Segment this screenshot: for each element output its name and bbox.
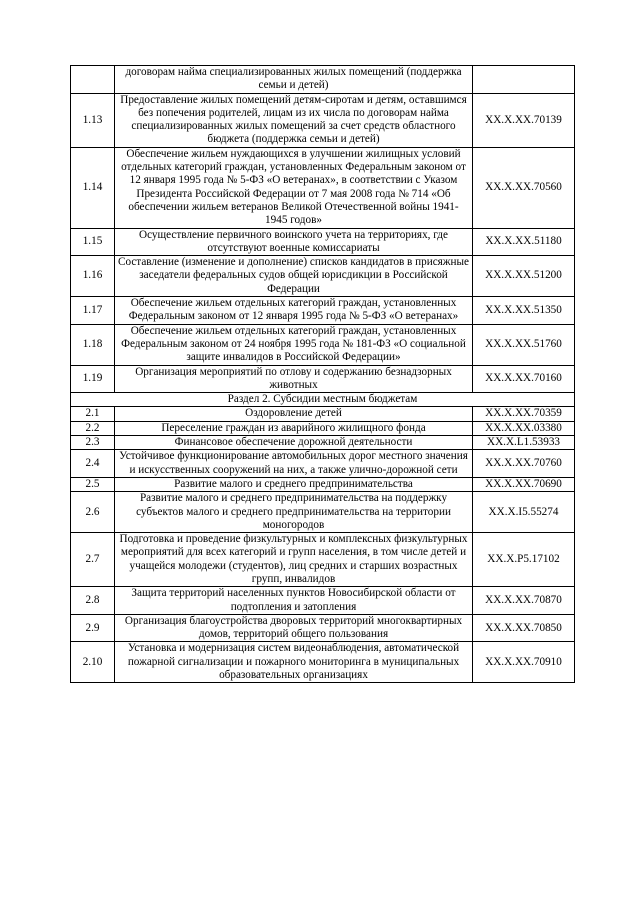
row-code: XX.X.XX.70690	[473, 477, 575, 491]
row-code: XX.X.I5.55274	[473, 492, 575, 533]
row-name: Организация благоустройства дворовых территорий многоквартирных домов, территорий общего пользования	[115, 614, 473, 642]
row-code: XX.X.XX.03380	[473, 421, 575, 435]
row-number: 2.9	[71, 614, 115, 642]
row-number: 1.14	[71, 147, 115, 228]
row-name: Устойчивое функционирование автомобильных дорог местного значения и искусственных сооружений на них, а также улично-дорожной сети	[115, 450, 473, 478]
row-code: XX.X.XX.70160	[473, 365, 575, 393]
row-number: 2.7	[71, 533, 115, 587]
row-name: Обеспечение жильем отдельных категорий граждан, установленных Федеральным законом от 12 января 1995 года № 5-ФЗ «О ветеранах»	[115, 297, 473, 325]
table-row	[71, 614, 575, 642]
table-row	[71, 450, 575, 478]
row-name: Развитие малого и среднего предпринимательства	[115, 477, 473, 491]
row-name: Обеспечение жильем нуждающихся в улучшении жилищных условий отдельных категорий граждан, установленных Федеральным законом от 12 января 1995 года № 5-ФЗ «О ветеранах», в соответствии с Указом Президента Российской Федерации от 7 мая 2008 года № 714 «Об обеспечении жильем ветеранов Великой Отечественной войны 1941-1945 годов»	[115, 147, 473, 228]
row-number: 2.1	[71, 407, 115, 421]
table-row	[71, 256, 575, 297]
row-name: Подготовка и проведение физкультурных и комплексных физкультурных мероприятий для всех категорий и групп населения, в том числе детей и учащейся молодежи (студентов), лиц средних и старших возрастных групп, инвалидов	[115, 533, 473, 587]
row-code: XX.X.XX.70870	[473, 587, 575, 615]
table-row	[71, 642, 575, 683]
table-row	[71, 147, 575, 228]
row-code: XX.X.P5.17102	[473, 533, 575, 587]
row-name: Составление (изменение и дополнение) списков кандидатов в присяжные заседатели федеральных судов общей юрисдикции в Российской Федерации	[115, 256, 473, 297]
table-row	[71, 228, 575, 256]
row-name: Развитие малого и среднего предпринимательства на поддержку субъектов малого и среднего предпринимательства на территории моногородов	[115, 492, 473, 533]
row-number: 1.17	[71, 297, 115, 325]
row-code: XX.X.XX.51180	[473, 228, 575, 256]
row-code: XX.X.L1.53933	[473, 436, 575, 450]
row-number	[71, 66, 115, 94]
table-row	[71, 297, 575, 325]
row-number: 2.6	[71, 492, 115, 533]
row-number: 1.15	[71, 228, 115, 256]
row-number: 2.2	[71, 421, 115, 435]
row-code	[473, 66, 575, 94]
section-row	[71, 393, 575, 407]
row-name: Осуществление первичного воинского учета на территориях, где отсутствуют военные комиссариаты	[115, 228, 473, 256]
row-name: Защита территорий населенных пунктов Новосибирской области от подтопления и затопления	[115, 587, 473, 615]
table-row	[71, 324, 575, 365]
table-row	[71, 93, 575, 147]
row-code: XX.X.XX.70850	[473, 614, 575, 642]
table-row	[71, 587, 575, 615]
table-row	[71, 533, 575, 587]
row-number: 2.5	[71, 477, 115, 491]
row-number: 2.10	[71, 642, 115, 683]
row-number: 1.16	[71, 256, 115, 297]
table-row	[71, 436, 575, 450]
row-code: XX.X.XX.70139	[473, 93, 575, 147]
row-code: XX.X.XX.70760	[473, 450, 575, 478]
row-name: Оздоровление детей	[115, 407, 473, 421]
row-number: 1.18	[71, 324, 115, 365]
table-row	[71, 492, 575, 533]
row-name: Обеспечение жильем отдельных категорий граждан, установленных Федеральным законом от 24 ноября 1995 года № 181-ФЗ «О социальной защите инвалидов в Российской Федерации»	[115, 324, 473, 365]
row-code: XX.X.XX.70910	[473, 642, 575, 683]
row-name: договорам найма специализированных жилых помещений (поддержка семьи и детей)	[115, 66, 473, 94]
row-number: 1.19	[71, 365, 115, 393]
row-name: Установка и модернизация систем видеонаблюдения, автоматической пожарной сигнализации и пожарного мониторинга в муниципальных образовательных организациях	[115, 642, 473, 683]
table-row	[71, 421, 575, 435]
table-row	[71, 477, 575, 491]
row-name: Организация мероприятий по отлову и содержанию безнадзорных животных	[115, 365, 473, 393]
row-number: 2.4	[71, 450, 115, 478]
table-row	[71, 365, 575, 393]
row-number: 1.13	[71, 93, 115, 147]
table-row	[71, 407, 575, 421]
row-code: XX.X.XX.70359	[473, 407, 575, 421]
row-name: Переселение граждан из аварийного жилищного фонда	[115, 421, 473, 435]
row-number: 2.8	[71, 587, 115, 615]
row-name: Предоставление жилых помещений детям-сиротам и детям, оставшимся без попечения родителей, лицам из их числа по договорам найма специализированных жилых помещений за счет средств областного бюджета (поддержка семьи и детей)	[115, 93, 473, 147]
table-row	[71, 66, 575, 94]
row-code: XX.X.XX.70560	[473, 147, 575, 228]
row-code: XX.X.XX.51350	[473, 297, 575, 325]
section-heading: Раздел 2. Субсидии местным бюджетам	[71, 393, 575, 407]
row-name: Финансовое обеспечение дорожной деятельности	[115, 436, 473, 450]
budget-codes-table	[70, 65, 575, 683]
row-code: XX.X.XX.51200	[473, 256, 575, 297]
document-page	[70, 65, 574, 683]
row-code: XX.X.XX.51760	[473, 324, 575, 365]
row-number: 2.3	[71, 436, 115, 450]
